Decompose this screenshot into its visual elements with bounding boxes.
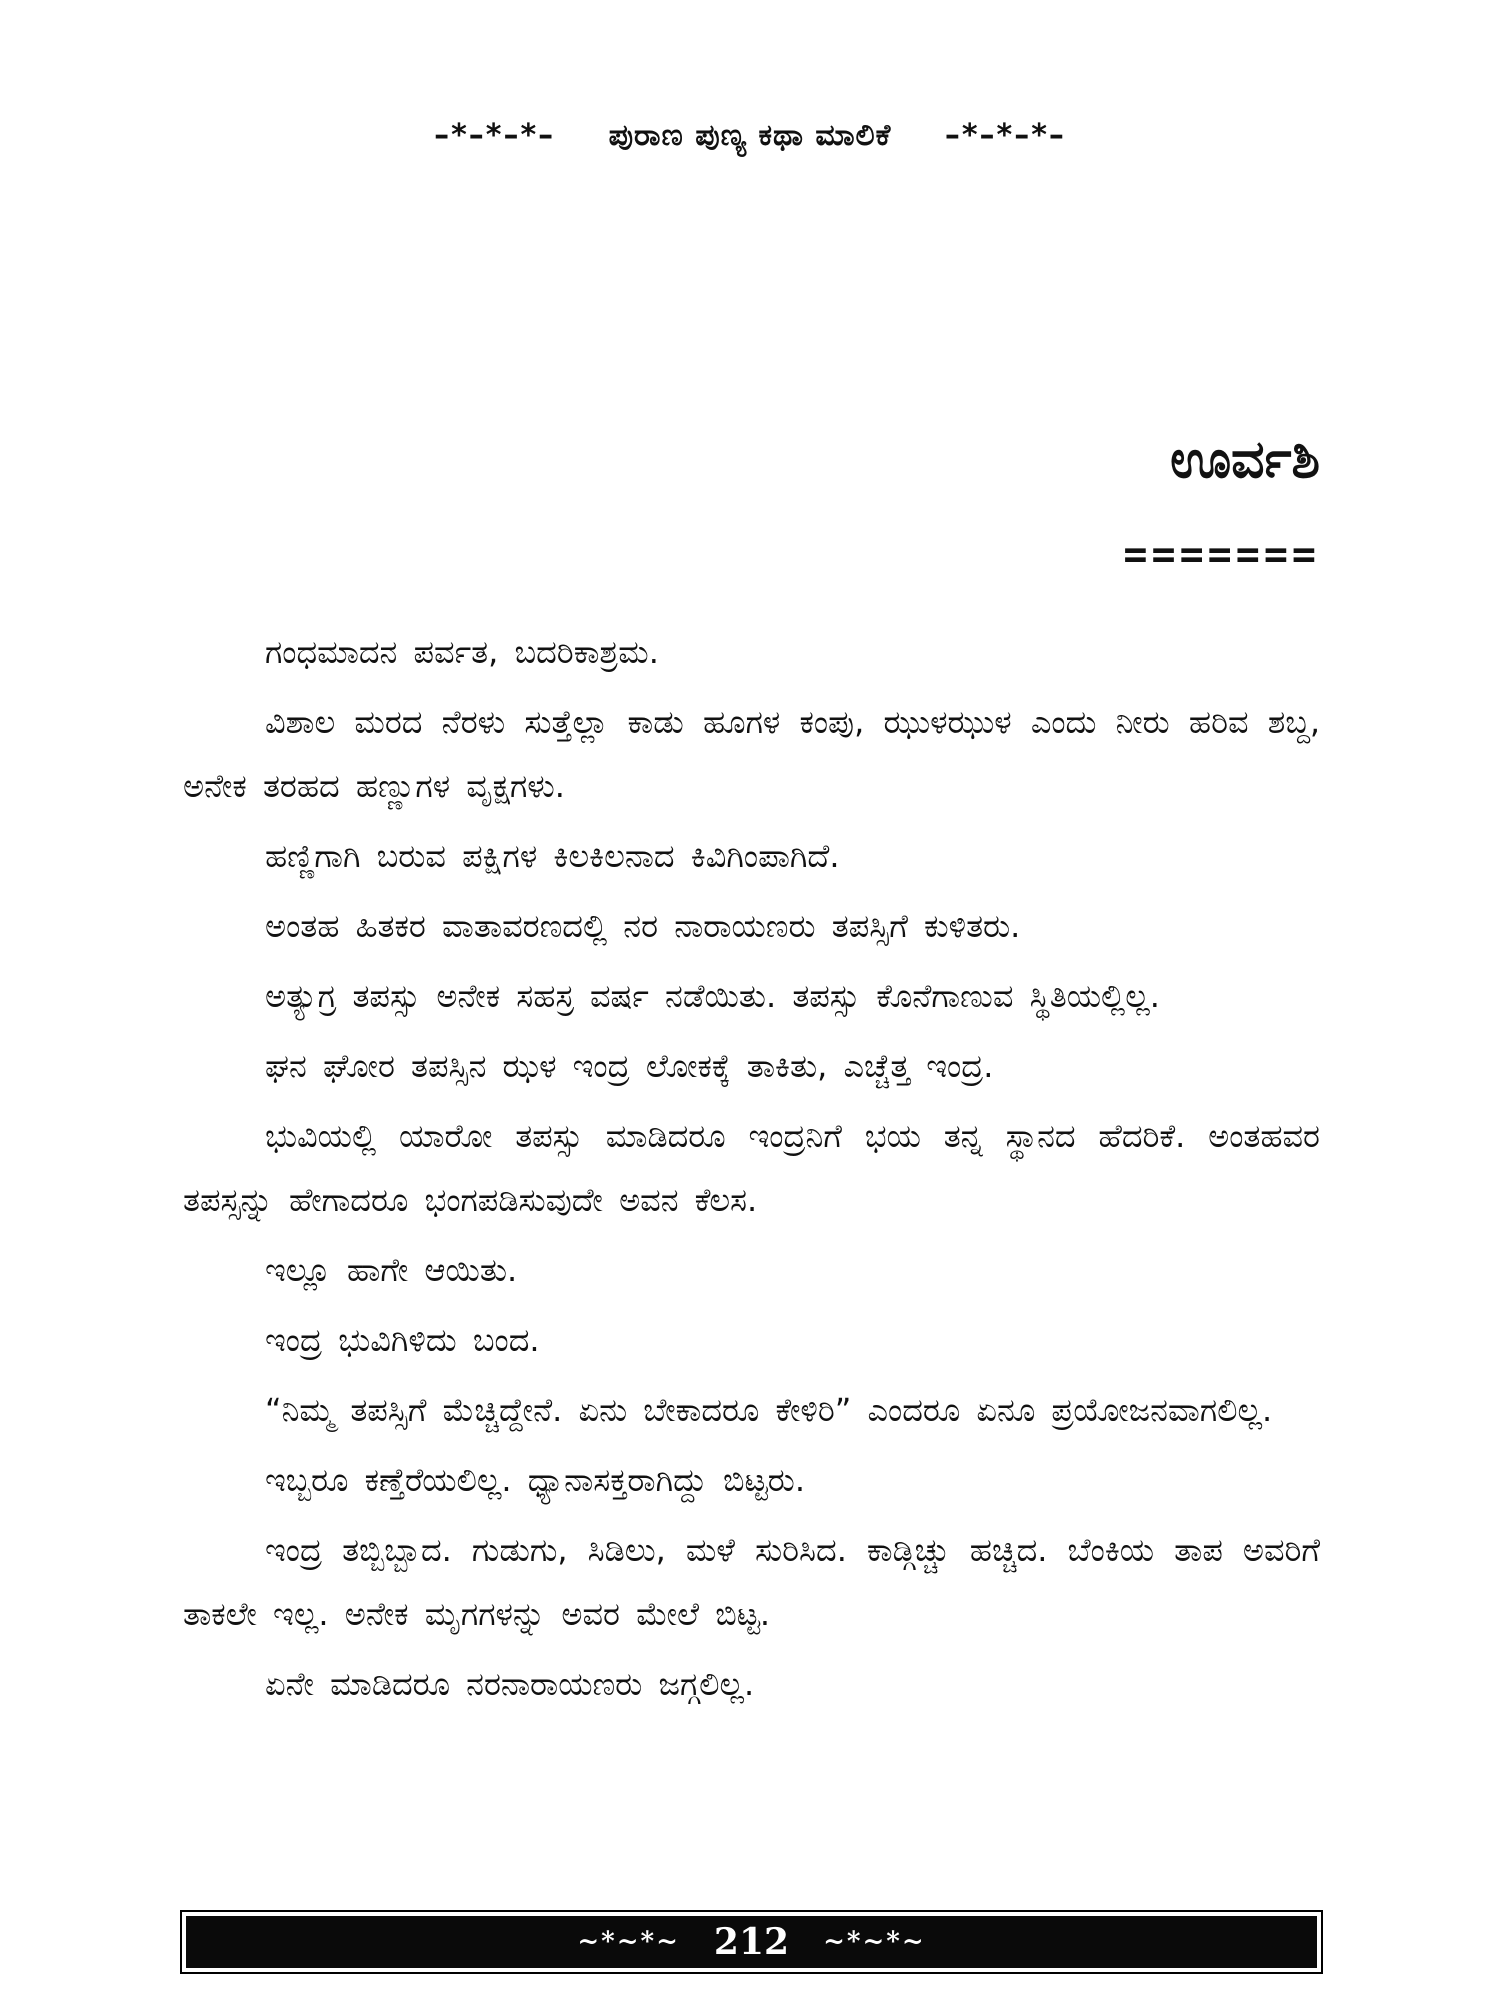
header-left-ornament: –*–*–*– <box>434 118 556 153</box>
paragraph: ಹಣ್ಣಿಗಾಗಿ ಬರುವ ಪಕ್ಷಿಗಳ ಕಿಲಕಿಲನಾದ ಕಿವಿಗಿಂಪಾಗಿದೆ. <box>265 837 840 875</box>
chapter-title: ಊರ್ವಶಿ <box>1170 430 1320 490</box>
footer-left-ornament: ~*~*~ <box>577 1927 680 1957</box>
footer-right-ornament: ~*~*~ <box>823 1927 926 1957</box>
paragraph: ವಿಶಾಲ ಮರದ ನೆರಳು ಸುತ್ತೆಲ್ಲಾ ಕಾಡು ಹೂಗಳ ಕಂಪು, ಝುಳಝುಳ ಎಂದು ನೀರು ಹರಿವ ಶಬ್ದ, ಅನೇಕ ತರಹದ ಹಣ್ಣುಗಳ ವೃಕ್ಷಗಳು. <box>183 703 1320 805</box>
footer-band <box>186 1916 1317 1968</box>
page-number: 212 <box>713 1921 790 1963</box>
paragraph: “ನಿಮ್ಮ ತಪಸ್ಸಿಗೆ ಮೆಚ್ಚಿದ್ದೇನೆ. ಏನು ಬೇಕಾದರೂ ಕೇಳಿರಿ” ಎಂದರೂ ಏನೂ ಪ್ರಯೋಜನವಾಗಲಿಲ್ಲ. <box>265 1391 1273 1429</box>
paragraph: ಇಬ್ಬರೂ ಕಣ್ತೆರೆಯಲಿಲ್ಲ. ಧ್ಯಾನಾಸಕ್ತರಾಗಿದ್ದು ಬಿಟ್ಟರು. <box>265 1461 805 1499</box>
paragraph: ಗಂಧಮಾದನ ಪರ್ವತ, ಬದರಿಕಾಶ್ರಮ. <box>265 633 659 671</box>
paragraph: ಇಂದ್ರ ತಬ್ಬಿಬ್ಬಾದ. ಗುಡುಗು, ಸಿಡಿಲು, ಮಳೆ ಸುರಿಸಿದ. ಕಾಡ್ಗಿಚ್ಚು ಹಚ್ಚಿದ. ಬೆಂಕಿಯ ತಾಪ ಅವರಿಗೆ ತಾಕಲೇ ಇಲ್ಲ. ಅನೇಕ ಮೃಗಗಳನ್ನು ಅವರ ಮೇಲೆ ಬಿಟ್ಟ. <box>183 1531 1320 1633</box>
header-right-ornament: –*–*–*– <box>944 118 1066 153</box>
running-header <box>0 118 1500 153</box>
paragraph: ಏನೇ ಮಾಡಿದರೂ ನರನಾರಾಯಣರು ಜಗ್ಗಲಿಲ್ಲ. <box>265 1665 755 1703</box>
paragraph: ಭುವಿಯಲ್ಲಿ ಯಾರೋ ತಪಸ್ಸು ಮಾಡಿದರೂ ಇಂದ್ರನಿಗೆ ಭಯ ತನ್ನ ಸ್ಥಾನದ ಹೆದರಿಕೆ. ಅಂತಹವರ ತಪಸ್ಸನ್ನು ಹೇಗಾದರೂ ಭಂಗಪಡಿಸುವುದೇ ಅವನ ಕೆಲಸ. <box>183 1117 1320 1219</box>
paragraph: ಘನ ಘೋರ ತಪಸ್ಸಿನ ಝಳ ಇಂದ್ರ ಲೋಕಕ್ಕೆ ತಾಕಿತು, ಎಚ್ಚೆತ್ತ ಇಂದ್ರ. <box>265 1047 994 1085</box>
paragraph: ಇಂದ್ರ ಭುವಿಗಿಳಿದು ಬಂದ. <box>265 1321 540 1359</box>
paragraph: ಅತ್ಯುಗ್ರ ತಪಸ್ಸು ಅನೇಕ ಸಹಸ್ರ ವರ್ಷ ನಡೆಯಿತು. ತಪಸ್ಸು ಕೊನೆಗಾಣುವ ಸ್ಥಿತಿಯಲ್ಲಿಲ್ಲ. <box>265 977 1160 1015</box>
title-underline-rule: ======= <box>1123 532 1320 578</box>
paragraph: ಇಲ್ಲೂ ಹಾಗೇ ಆಯಿತು. <box>265 1251 518 1289</box>
page-footer <box>180 1910 1323 1974</box>
book-title: ಪುರಾಣ ಪುಣ್ಯ ಕಥಾ ಮಾಲಿಕೆ <box>608 118 892 153</box>
paragraph: ಅಂತಹ ಹಿತಕರ ವಾತಾವರಣದಲ್ಲಿ ನರ ನಾರಾಯಣರು ತಪಸ್ಸಿಗೆ ಕುಳಿತರು. <box>265 907 1021 945</box>
body-text <box>183 620 1320 1722</box>
